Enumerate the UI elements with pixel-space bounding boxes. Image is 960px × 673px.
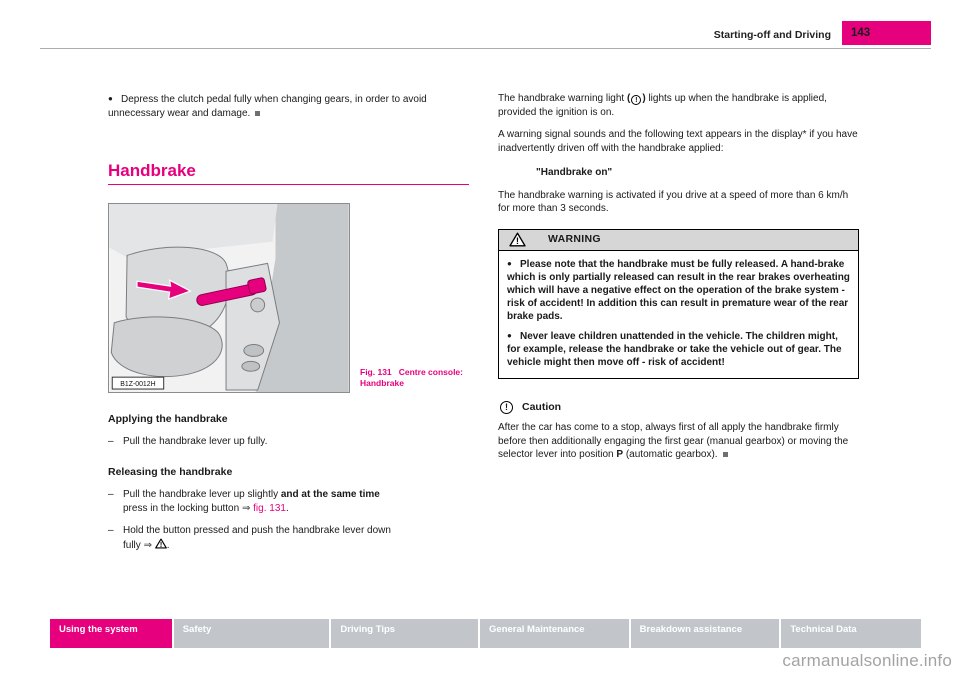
step-item-release-1 <box>108 488 469 515</box>
header-rule <box>40 48 931 49</box>
dash-marker: – <box>108 525 114 536</box>
arrow-glyph: ⇒ <box>241 502 251 514</box>
bullet-marker: ● <box>108 94 113 103</box>
step-text: Hold the button pressed and push the handbrake lever down <box>123 525 391 536</box>
warning-box-header <box>499 230 858 251</box>
step-item-apply <box>108 435 469 449</box>
caution-title: Caution <box>522 400 562 413</box>
figure-caption-label: Fig. 131 <box>360 366 392 377</box>
step-text: Pull the handbrake lever up slightly <box>123 489 281 500</box>
caution-header <box>498 401 859 415</box>
caution-text-segment: (automatic gearbox). <box>623 449 718 460</box>
caution-text-bold: P <box>616 449 624 460</box>
step-item-release-2 <box>108 524 469 552</box>
subheading-applying: Applying the handbrake <box>108 412 228 425</box>
intro-text: Depress the clutch pedal fully when changing gears, in order to avoid unnecessary wear and damage. <box>108 94 427 119</box>
figure-code-label: B1Z-0012H <box>120 380 156 388</box>
step-text: fully <box>123 539 144 551</box>
caution-text <box>498 421 859 462</box>
warning-box <box>498 229 859 379</box>
page-header <box>40 21 931 46</box>
footer-tab-breakdown-assistance[interactable]: Breakdown assistance <box>631 619 780 648</box>
footer-chapter-tabs <box>50 619 921 648</box>
bullet-marker: ● <box>507 330 512 340</box>
watermark: carmanualsonline.info <box>782 651 952 670</box>
paragraph-warning-light <box>498 92 859 119</box>
section-end-marker <box>723 452 728 457</box>
warning-title: WARNING <box>548 232 601 245</box>
content-right-column <box>498 92 859 462</box>
paragraph-warning-speed: The handbrake warning is activated if you drive at a speed of more than 6 km/h for more than 3 seconds. <box>498 189 849 214</box>
step-text: Pull the handbrake lever up fully. <box>123 436 268 447</box>
dash-marker: – <box>108 436 114 447</box>
paragraph-warning-signal: A warning signal sounds and the following text appears in the display* if you have inadvertently driven off with the handbrake applied: <box>498 129 858 154</box>
section-title-handbrake: Handbrake <box>108 164 469 185</box>
figure-image-centre-console <box>108 203 350 393</box>
intro-paragraph <box>108 92 469 120</box>
display-message: "Handbrake on" <box>536 167 613 178</box>
section-end-marker <box>255 111 260 116</box>
paragraph-text: lights up when the handbrake is applied, provided the ignition is on. <box>498 93 827 118</box>
arrow-glyph: ⇒ <box>143 539 152 551</box>
paragraph-text: The handbrake warning light <box>498 93 627 104</box>
fig-reference-link[interactable]: fig. 131 <box>253 502 286 514</box>
step-text: press in the locking button <box>123 502 242 514</box>
figure-caption <box>360 367 464 393</box>
footer-tab-using-the-system[interactable]: Using the system <box>50 619 172 648</box>
page-number-badge: 143 <box>842 21 931 45</box>
warning-box-body <box>499 251 858 378</box>
bullet-marker: ● <box>507 258 512 268</box>
caution-text-segment: After the car has come to a stop, always first of all apply the handbrake firmly before then additionally engaging the first gear (manual gearbox) or moving the selector lever into position <box>498 422 849 460</box>
step-text: . <box>285 502 289 514</box>
centre-console-illustration <box>109 204 349 392</box>
footer-tab-driving-tips[interactable]: Driving Tips <box>331 619 478 648</box>
chapter-title: Starting-off and Driving <box>713 29 831 41</box>
footer-tab-safety[interactable]: Safety <box>174 619 330 648</box>
footer-tab-technical-data[interactable]: Technical Data <box>781 619 921 648</box>
step-text-bold: and at the same time <box>280 489 380 500</box>
figure-caption-text: Centre console: Handbrake <box>360 366 463 388</box>
caution-icon: ! <box>500 401 513 414</box>
figure-handbrake <box>108 203 469 393</box>
subheading-releasing: Releasing the handbrake <box>108 465 233 478</box>
footer-tab-general-maintenance[interactable]: General Maintenance <box>480 619 629 648</box>
svg-text:!: ! <box>515 236 520 247</box>
dash-marker: – <box>108 489 114 500</box>
warning-item-text: Never leave children unattended in the vehicle. The children might, for example, release the handbrake or take the vehicle out of gear. The vehicle might then move off - risk of accident! <box>507 330 842 368</box>
handbrake-warning-light-icon: ( ! ) <box>626 93 646 104</box>
warning-item-text: Please note that the handbrake must be fully released. A hand-brake which is only partially released can result in the rear brakes overheating which will have a negative effect on the operation of the brake system - risk of accident! In addition this can result in premature wear of the rear brake pads. <box>507 258 850 322</box>
warning-triangle-icon <box>509 232 526 247</box>
warning-item <box>507 257 850 323</box>
warning-item <box>507 329 850 369</box>
svg-text:!: ! <box>159 541 162 549</box>
warning-reference-icon <box>155 538 167 549</box>
content-left-column <box>108 92 469 552</box>
step-text: . <box>166 539 170 551</box>
